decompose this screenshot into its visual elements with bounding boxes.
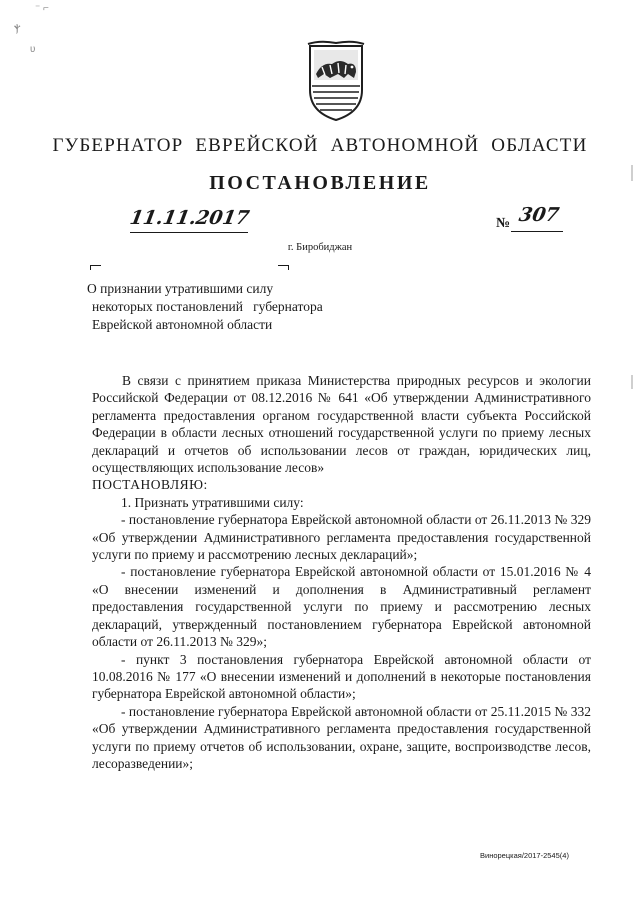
- bullet-paragraph: - пункт 3 постановления губернатора Еврейской автономной области от 10.08.2016 № 177 «О внесении изменений и дополнений в некоторые постановления губернатора Еврейской автономной области»;: [92, 651, 591, 702]
- preamble-paragraph: В связи с принятием приказа Министерства природных ресурсов и экологии Российской Федерации от 08.12.2016 № 641 «Об утверждении Административного регламента предоставления органом государственной власти субъекта Российской Федерации в области лесных отношений государственной услуги по приему лесных деклараций и отчетов об использовании лесов от граждан, юридических лиц, осуществляющих использование лесов»: [92, 373, 591, 476]
- number-label: №: [496, 216, 511, 231]
- subject-corner-right: [278, 265, 289, 270]
- document-type-title: ПОСТАНОВЛЕНИЕ: [209, 172, 431, 194]
- issue-place: г. Биробиджан: [287, 242, 353, 253]
- bullet-paragraph: - постановление губернатора Еврейской автономной области от 25.11.2015 № 332 «Об утверждении Административного регламента предоставления государственной услуги по приему отчетов об использовании, охране, защите, воспроизводстве лесов, лесоразведении»;: [92, 703, 591, 771]
- decree-heading: ПОСТАНОВЛЯЮ:: [92, 477, 208, 493]
- document-code: Винорецкая/2017-2545(4): [480, 851, 569, 860]
- scan-edge: [631, 375, 633, 389]
- subject-corner-left: [90, 265, 101, 270]
- bullet-paragraph: - постановление губернатора Еврейской автономной области от 26.11.2013 № 329 «Об утверждении Административного регламента предоставления государственной услуги по приему и рассмотрению лесных деклараций»;: [92, 512, 591, 563]
- document-body: [92, 372, 591, 772]
- date-underline: [130, 232, 248, 233]
- subject-line: некоторых постановлений губернатора: [92, 299, 323, 314]
- scan-speck: ⁻ ⌐: [35, 3, 49, 14]
- subject-line: Еврейской автономной области: [92, 317, 273, 332]
- scan-speck: ⲯ: [14, 20, 21, 34]
- tiger-coat-of-arms-icon: [300, 40, 372, 122]
- bullet-paragraph: - постановление губернатора Еврейской автономной области от 15.01.2016 № 4 «О внесении изменений и дополнения в Административный регламент предоставления государственной услуги по приему и рассмотрению лесных деклараций, утвержденный постановлением губернатора Еврейской автономной области от 26.11.2013 № 329»;: [92, 564, 591, 650]
- handwritten-number: 307: [517, 204, 561, 226]
- item-paragraph: 1. Признать утратившими силу:: [121, 494, 304, 510]
- issuing-authority: ГУБЕРНАТОР ЕВРЕЙСКОЙ АВТОНОМНОЙ ОБЛАСТИ: [52, 135, 588, 156]
- scan-speck: ʋ: [30, 44, 36, 55]
- handwritten-date: 11.11.2017: [128, 207, 251, 229]
- subject-line: О признании утратившими силу: [87, 281, 274, 296]
- number-underline: [511, 231, 563, 232]
